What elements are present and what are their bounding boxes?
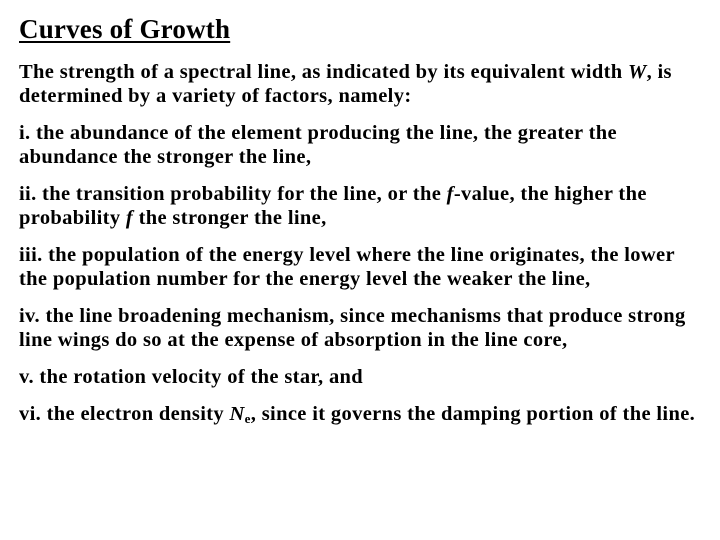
item2-text-middle: -value, the higher the probability	[19, 183, 647, 229]
list-item-population: iii. the population of the energy level where the line originates, the lower the population number for the energy level the weaker the line,	[19, 244, 675, 290]
list-item-electron-density	[19, 402, 699, 431]
list-item-rotation: v. the rotation velocity of the star, and	[19, 366, 364, 388]
item2-text-end: the stronger the line,	[133, 207, 327, 229]
item6-text-end: , since it governs the damping portion of the line.	[250, 403, 696, 425]
electron-density-subscript: e	[244, 411, 251, 426]
item2-text-start: ii. the transition probability for the line, or the	[19, 183, 447, 205]
f-value-symbol: f	[446, 183, 454, 205]
item6-text-start: vi. the electron density	[19, 403, 230, 425]
equivalent-width-symbol: W	[627, 61, 647, 83]
intro-text-start: The strength of a spectral line, as indicated by its equivalent width	[19, 61, 628, 83]
slide	[19, 12, 699, 444]
list-item-broadening: iv. the line broadening mechanism, since mechanisms that produce strong line wings do so at the expense of absorption in the line core,	[19, 305, 686, 351]
list-item-abundance: i. the abundance of the element producing the line, the greater the abundance the stronger the line,	[19, 122, 617, 168]
probability-symbol: f	[125, 207, 134, 229]
intro-text-end: , is determined by a variety of factors, namely:	[19, 61, 672, 107]
page-title: Curves of Growth	[19, 14, 231, 44]
electron-density-symbol: N	[229, 403, 245, 425]
list-item-transition-probability	[19, 182, 699, 230]
intro-paragraph	[19, 60, 699, 108]
